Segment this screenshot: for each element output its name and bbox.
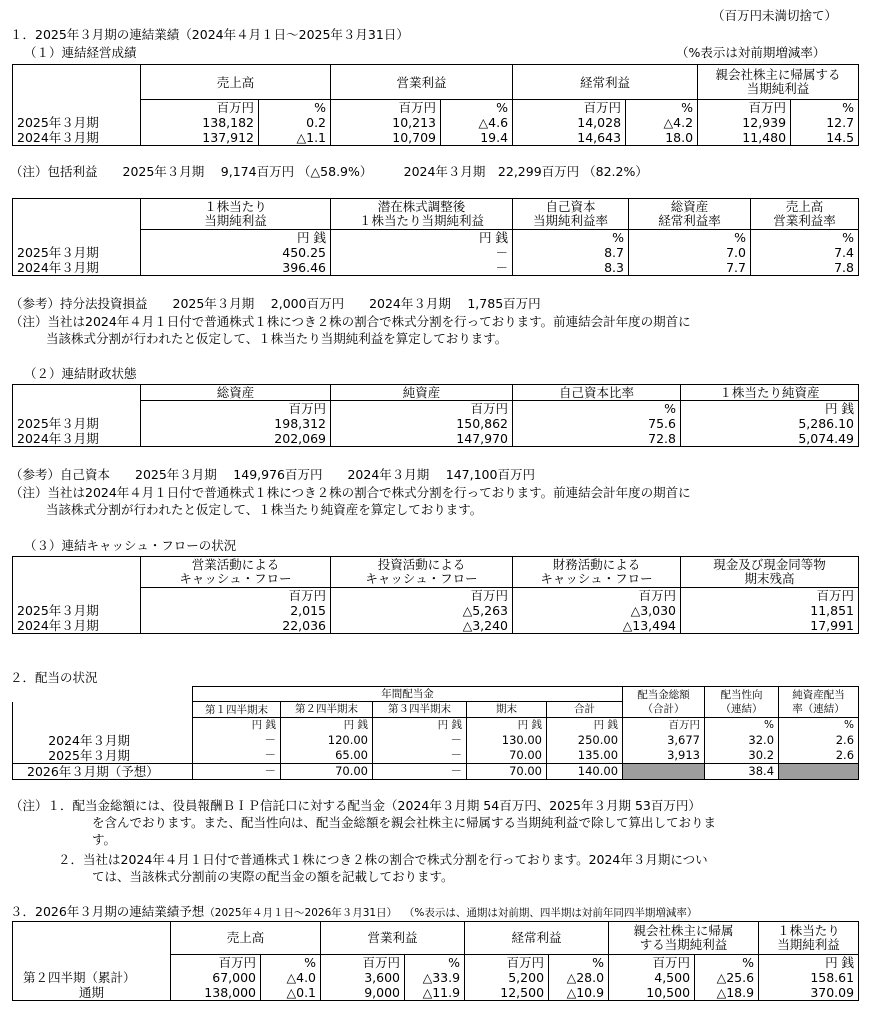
header-investing-cf: 投資活動による キャッシュ・フロー bbox=[331, 557, 513, 588]
equity-note: （参考）自己資本 2025年３月期 149,976百万円 2024年３月期 147,100百万円 bbox=[10, 467, 535, 482]
table-row bbox=[13, 985, 859, 1001]
cell: 19.4 bbox=[441, 130, 513, 146]
row-label: 2026年３月期（予想） bbox=[13, 764, 193, 780]
cell: 67,000 bbox=[171, 970, 261, 985]
header-operating-cf: 営業活動による キャッシュ・フロー bbox=[141, 557, 331, 588]
unit: 百万円 bbox=[141, 100, 259, 116]
cell: 396.46 bbox=[141, 260, 331, 276]
cell: 12,939 bbox=[698, 115, 791, 130]
cell: 75.6 bbox=[513, 416, 681, 431]
cell: 10,709 bbox=[331, 130, 441, 146]
section1-2-title: （２）連結財政状態 bbox=[24, 366, 137, 381]
header-sales: 売上高 bbox=[171, 922, 321, 955]
unit: % bbox=[626, 100, 698, 116]
header-roe: 自己資本 当期純利益率 bbox=[513, 199, 629, 230]
table-row bbox=[13, 416, 859, 431]
cell: 135.00 bbox=[547, 748, 623, 764]
cell: 3,600 bbox=[321, 970, 405, 985]
row-label: 2024年３月期 bbox=[13, 130, 141, 146]
cell: 10,213 bbox=[331, 115, 441, 130]
cell: 12.7 bbox=[791, 115, 859, 130]
cell: 9,000 bbox=[321, 985, 405, 1001]
cell: － bbox=[331, 260, 513, 276]
row-label: 2024年３月期 bbox=[13, 431, 141, 447]
cell: 7.7 bbox=[629, 260, 751, 276]
cell: 72.8 bbox=[513, 431, 681, 447]
cell: 17,991 bbox=[681, 618, 859, 634]
unit: % bbox=[405, 954, 465, 970]
cell: △25.6 bbox=[695, 970, 759, 985]
cell: 147,970 bbox=[331, 431, 513, 447]
unit: % bbox=[513, 230, 629, 246]
cell: 4,500 bbox=[609, 970, 695, 985]
unit: 百万円 bbox=[681, 588, 859, 604]
header-net-income: 親会社株主に帰属する 当期純利益 bbox=[698, 65, 859, 100]
cell: 450.25 bbox=[141, 245, 331, 260]
table-row bbox=[13, 431, 859, 447]
cell: 70.00 bbox=[467, 748, 547, 764]
header-net-income: 親会社株主に帰属 する当期純利益 bbox=[609, 922, 759, 955]
row-label: 2025年３月期 bbox=[13, 416, 141, 431]
cell: 22,036 bbox=[141, 618, 331, 634]
cell: △5,263 bbox=[331, 603, 513, 618]
pct-note: （%表示は対前期増減率） bbox=[676, 45, 826, 60]
cell: 120.00 bbox=[281, 733, 373, 748]
section1-1-title: （１）連結経営成績 bbox=[24, 45, 137, 60]
cell-shaded bbox=[623, 764, 705, 780]
cell: 2.6 bbox=[779, 733, 859, 748]
cell: － bbox=[331, 245, 513, 260]
cell: 8.7 bbox=[513, 245, 629, 260]
cell: △11.9 bbox=[405, 985, 465, 1001]
cell: △28.0 bbox=[549, 970, 609, 985]
unit: 円 銭 bbox=[547, 718, 623, 734]
cash-flow-table bbox=[12, 556, 859, 634]
header-doe: 純資産配当 率（連結） bbox=[779, 687, 859, 718]
table-row bbox=[13, 115, 859, 130]
header-operating-profit: 営業利益 bbox=[321, 922, 465, 955]
cell: － bbox=[193, 733, 281, 748]
table-row bbox=[13, 748, 859, 764]
header-eps: １株当たり 当期純利益 bbox=[141, 199, 331, 230]
section3-title: ３．2026年３月期の連結業績予想（2025年４月１日～2026年３月31日） （%表示は、通期は対前期、四半期は対前年同四半期増減率） bbox=[10, 904, 698, 919]
header-cash-balance: 現金及び現金同等物 期末残高 bbox=[681, 557, 859, 588]
header-roa: 総資産 経常利益率 bbox=[629, 199, 751, 230]
cell: 30.2 bbox=[705, 748, 779, 764]
cell: 14,028 bbox=[513, 115, 626, 130]
cell: 10,500 bbox=[609, 985, 695, 1001]
unit: % bbox=[259, 100, 331, 116]
table-row bbox=[13, 618, 859, 634]
cell: － bbox=[193, 764, 281, 780]
header-operating-profit: 営業利益 bbox=[331, 65, 513, 100]
cell: 2.6 bbox=[779, 748, 859, 764]
unit: 百万円 bbox=[609, 954, 695, 970]
cell: 7.8 bbox=[751, 260, 859, 276]
cell: 150,862 bbox=[331, 416, 513, 431]
cell: 198,312 bbox=[141, 416, 331, 431]
unit: 円 銭 bbox=[681, 401, 859, 417]
stock-split-note-2-cont: 当該株式分割が行われたと仮定して、１株当たり純資産を算定しております。 bbox=[46, 502, 483, 517]
cell: － bbox=[193, 748, 281, 764]
table-row bbox=[13, 245, 859, 260]
unit: % bbox=[705, 718, 779, 734]
header-eps: １株当たり 当期純利益 bbox=[759, 922, 859, 955]
cell: 158.61 bbox=[759, 970, 859, 985]
dividend-table bbox=[12, 686, 859, 780]
unit: 円 銭 bbox=[373, 718, 467, 734]
stock-split-note: （注）当社は2024年４月１日付で普通株式１株につき２株の割合で株式分割を行っております。前連結会計年度の期首に bbox=[10, 314, 691, 329]
table-row bbox=[13, 130, 859, 146]
header-net-assets: 純資産 bbox=[331, 385, 513, 401]
cell: 18.0 bbox=[626, 130, 698, 146]
stock-split-note-cont: 当該株式分割が行われたと仮定して、１株当たり当期純利益を算定しております。 bbox=[46, 331, 508, 346]
cell: △4.0 bbox=[261, 970, 321, 985]
cell: 202,069 bbox=[141, 431, 331, 447]
header-q3: 第３四半期末 bbox=[373, 702, 467, 718]
unit-note: （百万円未満切捨て） bbox=[712, 8, 838, 23]
stock-split-note-2: （注）当社は2024年４月１日付で普通株式１株につき２株の割合で株式分割を行っております。前連結会計年度の期首に bbox=[10, 485, 691, 500]
cell: 38.4 bbox=[705, 764, 779, 780]
header-ordinary-profit: 経常利益 bbox=[465, 922, 609, 955]
table-row bbox=[13, 260, 859, 276]
unit: % bbox=[695, 954, 759, 970]
header-q1: 第１四半期末 bbox=[193, 702, 281, 718]
header-total-assets: 総資産 bbox=[141, 385, 331, 401]
forecast-table bbox=[12, 921, 859, 1001]
unit: 百万円 bbox=[331, 100, 441, 116]
cell: 140.00 bbox=[547, 764, 623, 780]
table-row bbox=[13, 970, 859, 985]
cell: 5,074.49 bbox=[681, 431, 859, 447]
unit: % bbox=[549, 954, 609, 970]
cell: △10.9 bbox=[549, 985, 609, 1001]
cell: △1.1 bbox=[259, 130, 331, 146]
header-annual-dividend: 年間配当金 bbox=[193, 687, 623, 702]
row-label: 2025年３月期 bbox=[13, 748, 193, 764]
unit: % bbox=[513, 401, 681, 417]
cell: 370.09 bbox=[759, 985, 859, 1001]
cell: 70.00 bbox=[281, 764, 373, 780]
row-label: 2025年３月期 bbox=[13, 603, 141, 618]
unit: 百万円 bbox=[331, 401, 513, 417]
unit: 百万円 bbox=[513, 100, 626, 116]
table-row bbox=[13, 764, 859, 780]
cell: △4.2 bbox=[626, 115, 698, 130]
header-financing-cf: 財務活動による キャッシュ・フロー bbox=[513, 557, 681, 588]
unit: 百万円 bbox=[465, 954, 549, 970]
cell: 65.00 bbox=[281, 748, 373, 764]
cell: 3,677 bbox=[623, 733, 705, 748]
dividend-note-1: （注）１．配当金総額には、役員報酬ＢＩＰ信託口に対する配当金（2024年３月期 54百万円、2025年３月期 53百万円） bbox=[10, 798, 701, 813]
header-diluted-eps: 潜在株式調整後 １株当たり当期純利益 bbox=[331, 199, 513, 230]
dividend-note-2-cont: ては、当該株式分割前の実際の配当金の額を記載しております。 bbox=[92, 869, 454, 884]
cell: 130.00 bbox=[467, 733, 547, 748]
cell: △3,030 bbox=[513, 603, 681, 618]
unit: % bbox=[751, 230, 859, 246]
cell: 8.3 bbox=[513, 260, 629, 276]
cell: 14,643 bbox=[513, 130, 626, 146]
header-q2: 第２四半期末 bbox=[281, 702, 373, 718]
row-label: 2024年３月期 bbox=[13, 260, 141, 276]
cell: 2,015 bbox=[141, 603, 331, 618]
header-year-end: 期末 bbox=[467, 702, 547, 718]
unit: 百万円 bbox=[698, 100, 791, 116]
operating-results-table bbox=[12, 64, 859, 146]
cell: 12,500 bbox=[465, 985, 549, 1001]
unit: 円 銭 bbox=[467, 718, 547, 734]
cell: △13,494 bbox=[513, 618, 681, 634]
unit: % bbox=[791, 100, 859, 116]
cell: － bbox=[373, 748, 467, 764]
dividend-note-2: ２．当社は2024年４月１日付で普通株式１株につき２株の割合で株式分割を行っております。2024年３月期につい bbox=[58, 852, 708, 867]
cell: 11,851 bbox=[681, 603, 859, 618]
unit: % bbox=[261, 954, 321, 970]
unit: 百万円 bbox=[171, 954, 261, 970]
cell: 32.0 bbox=[705, 733, 779, 748]
unit: % bbox=[779, 718, 859, 734]
cell: 0.2 bbox=[259, 115, 331, 130]
unit: 百万円 bbox=[513, 588, 681, 604]
unit: 円 銭 bbox=[331, 230, 513, 246]
unit: 百万円 bbox=[141, 401, 331, 417]
header-total-dividend: 配当金総額 （合計） bbox=[623, 687, 705, 718]
comprehensive-income-note: （注）包括利益 2025年３月期 9,174百万円 （△58.9%） 2024年３月期 22,299百万円 （82.2%） bbox=[10, 164, 648, 179]
unit: 円 銭 bbox=[193, 718, 281, 734]
cell: 14.5 bbox=[791, 130, 859, 146]
row-label: 第２四半期（累計） bbox=[13, 970, 171, 985]
dividend-note-1-cont: を含んでおります。また、配当性向は、配当金総額を親会社株主に帰属する当期純利益で除して算出しておりま bbox=[92, 815, 717, 830]
cell: △3,240 bbox=[331, 618, 513, 634]
cell: 138,182 bbox=[141, 115, 259, 130]
cell: 5,200 bbox=[465, 970, 549, 985]
header-bps: １株当たり純資産 bbox=[681, 385, 859, 401]
header-sales: 売上高 bbox=[141, 65, 331, 100]
unit: % bbox=[629, 230, 751, 246]
financial-position-table bbox=[12, 384, 859, 447]
cell: △18.9 bbox=[695, 985, 759, 1001]
row-label: 2024年３月期 bbox=[13, 733, 193, 748]
unit: 百万円 bbox=[623, 718, 705, 734]
cell: 5,286.10 bbox=[681, 416, 859, 431]
cell: － bbox=[373, 733, 467, 748]
header-equity-ratio: 自己資本比率 bbox=[513, 385, 681, 401]
header-operating-margin: 売上高 営業利益率 bbox=[751, 199, 859, 230]
unit: % bbox=[441, 100, 513, 116]
unit: 円 銭 bbox=[759, 954, 859, 970]
section1-title: １．2025年３月期の連結業績（2024年４月１日～2025年３月31日） bbox=[10, 27, 409, 42]
unit: 円 銭 bbox=[141, 230, 331, 246]
cell: 11,480 bbox=[698, 130, 791, 146]
row-label: 2025年３月期 bbox=[13, 245, 141, 260]
row-label: 2025年３月期 bbox=[13, 115, 141, 130]
row-label: 通期 bbox=[13, 985, 171, 1001]
row-label: 2024年３月期 bbox=[13, 618, 141, 634]
equity-method-note: （参考）持分法投資損益 2025年３月期 2,000百万円 2024年３月期 1,785百万円 bbox=[10, 296, 541, 311]
cell: △0.1 bbox=[261, 985, 321, 1001]
table-row bbox=[13, 733, 859, 748]
cell: 7.4 bbox=[751, 245, 859, 260]
cell: △4.6 bbox=[441, 115, 513, 130]
cell: 250.00 bbox=[547, 733, 623, 748]
cell: 137,912 bbox=[141, 130, 259, 146]
header-total: 合計 bbox=[547, 702, 623, 718]
cell-shaded bbox=[779, 764, 859, 780]
section2-title: ２．配当の状況 bbox=[10, 670, 98, 685]
unit: 百万円 bbox=[321, 954, 405, 970]
per-share-table bbox=[12, 198, 859, 276]
table-row bbox=[13, 603, 859, 618]
header-ordinary-profit: 経常利益 bbox=[513, 65, 698, 100]
cell: － bbox=[373, 764, 467, 780]
unit: 百万円 bbox=[331, 588, 513, 604]
header-payout-ratio: 配当性向 （連結） bbox=[705, 687, 779, 718]
section1-3-title: （３）連結キャッシュ・フローの状況 bbox=[24, 538, 237, 553]
cell: 70.00 bbox=[467, 764, 547, 780]
cell: 3,913 bbox=[623, 748, 705, 764]
unit: 円 銭 bbox=[281, 718, 373, 734]
cell: △33.9 bbox=[405, 970, 465, 985]
cell: 7.0 bbox=[629, 245, 751, 260]
dividend-note-1-cont2: す。 bbox=[92, 832, 117, 847]
cell: 138,000 bbox=[171, 985, 261, 1001]
unit: 百万円 bbox=[141, 588, 331, 604]
